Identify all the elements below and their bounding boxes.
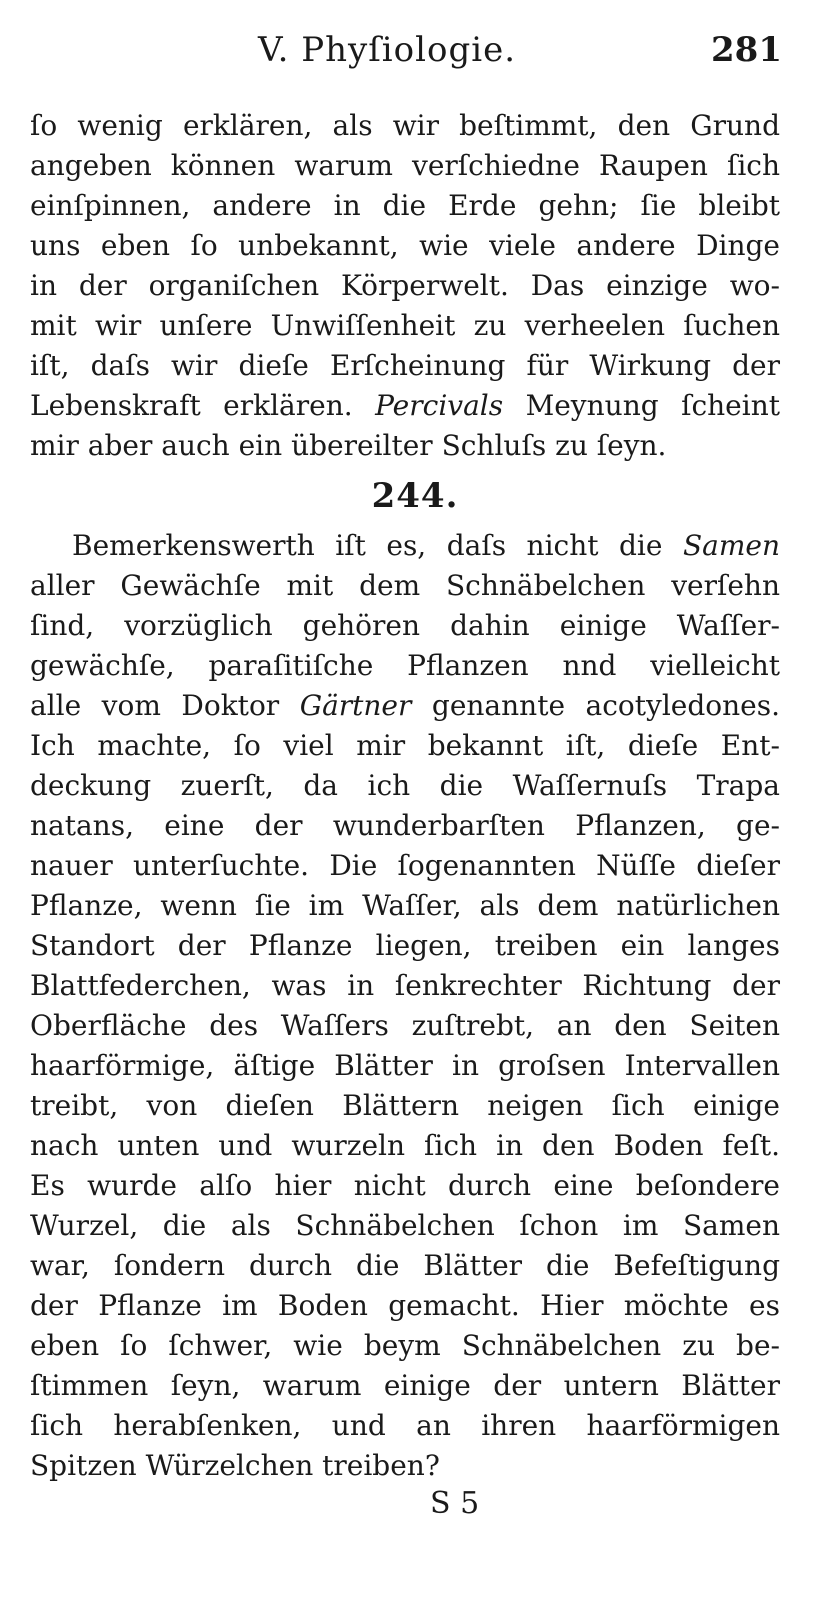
text-line: ſo wenig erklären, als wir beſtimmt, den Grund <box>30 109 780 142</box>
text-segment: Lebenskraft erklären. <box>30 389 353 422</box>
page-header <box>0 30 830 80</box>
text-line: Standort der Pflanze liegen, treiben ein langes <box>30 929 780 962</box>
text-line: Ich machte, ſo viel mir bekannt iſt, dieſe Ent- <box>30 729 780 762</box>
text-segment: Bemerkenswerth iſt es, daſs nicht die <box>72 529 663 562</box>
text-line: Oberfläche des Waſſers zuſtrebt, an den Seiten <box>30 1009 780 1042</box>
italic-name: Percivals <box>375 389 504 422</box>
text-line: treibt, von dieſen Blättern neigen ſich einige <box>30 1089 780 1122</box>
text-line: nach unten und wurzeln ſich in den Boden feſt. <box>30 1129 780 1162</box>
text-segment: Meynung ſcheint <box>525 389 780 422</box>
text-line: Spitzen Würzelchen treiben? <box>30 1449 440 1482</box>
text-line <box>30 386 780 426</box>
text-line: war, ſondern durch die Blätter die Befeſtigung <box>30 1249 780 1282</box>
text-line: Blattfederchen, was in ſenkrechter Richtung der <box>30 969 780 1002</box>
text-line: uns eben ſo unbekannt, wie viele andere Dinge <box>30 229 780 262</box>
text-line <box>30 686 780 726</box>
text-line: Es wurde alſo hier nicht durch eine beſondere <box>30 1169 780 1202</box>
text-line: nauer unterſuchte. Die ſogenannten Nüſſe dieſer <box>30 849 780 882</box>
italic-name: Gärtner <box>299 689 412 722</box>
text-line: haarförmige, äſtige Blätter in groſsen Intervallen <box>30 1049 780 1082</box>
italic-word: Samen <box>682 529 780 562</box>
text-line: iſt, daſs wir dieſe Erſcheinung für Wirkung der <box>30 349 780 382</box>
running-head: V. Phyſiologie. <box>258 30 517 70</box>
signature-mark: S 5 <box>430 1486 480 1521</box>
text-line: ſich herabſenken, und an ihren haarförmigen <box>30 1409 780 1442</box>
text-line: ſind, vorzüglich gehören dahin einige Waſſer- <box>30 609 780 642</box>
section-number: 244. <box>371 476 459 516</box>
text-line: mir aber auch ein übereilter Schluſs zu ſeyn. <box>30 429 667 462</box>
text-line <box>72 526 780 566</box>
text-line: aller Gewächſe mit dem Schnäbelchen verſehn <box>30 569 780 602</box>
text-line: deckung zuerſt, da ich die Waſſernuſs Trapa <box>30 769 780 802</box>
text-segment: alle vom Doktor <box>30 689 280 722</box>
text-line: natans, eine der wunderbarſten Pflanzen, ge- <box>30 809 780 842</box>
text-line: Pflanze, wenn ſie im Waſſer, als dem natürlichen <box>30 889 780 922</box>
text-line: angeben können warum verſchiedne Raupen ſich <box>30 149 780 182</box>
text-line: Wurzel, die als Schnäbelchen ſchon im Samen <box>30 1209 780 1242</box>
text-line: einſpinnen, andere in die Erde gehn; ſie bleibt <box>30 189 780 222</box>
text-line: mit wir unſere Unwiſſenheit zu verheelen ſuchen <box>30 309 780 342</box>
text-line: gewächſe, paraſitiſche Pflanzen nnd vielleicht <box>30 649 780 682</box>
text-line: ſtimmen ſeyn, warum einige der untern Blätter <box>30 1369 780 1402</box>
text-line: in der organiſchen Körperwelt. Das einzige wo- <box>30 269 780 302</box>
page-number: 281 <box>711 30 782 70</box>
text-segment: genannte acotyledones. <box>431 689 781 722</box>
text-line: eben ſo ſchwer, wie beym Schnäbelchen zu be- <box>30 1329 780 1362</box>
text-line: der Pflanze im Boden gemacht. Hier möchte es <box>30 1289 780 1322</box>
